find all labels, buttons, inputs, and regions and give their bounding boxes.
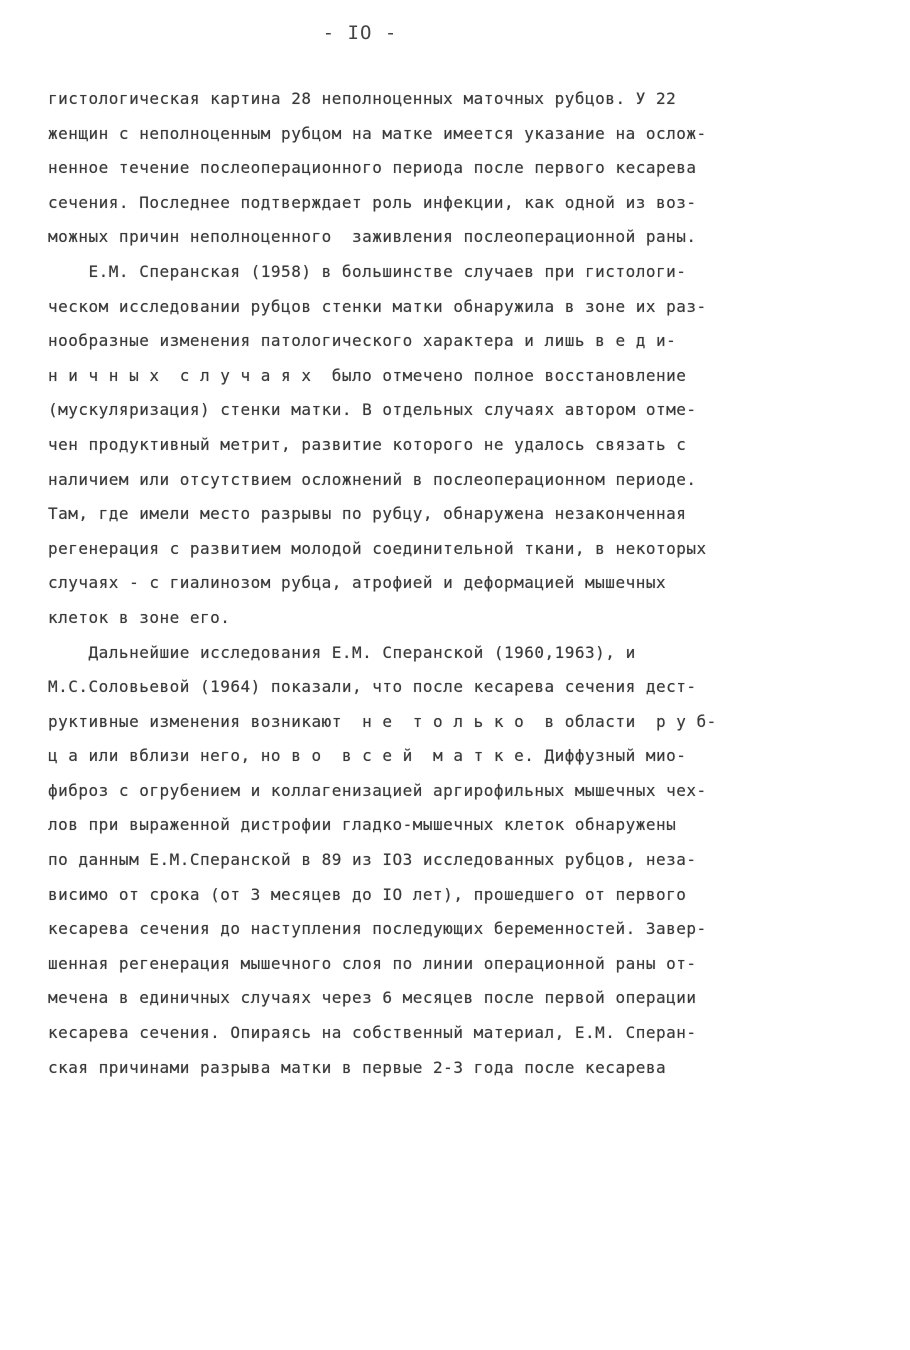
- text-line: шенная регенерация мышечного слоя по линии операционной раны от-: [48, 953, 697, 973]
- page-number: - IO -: [322, 22, 398, 44]
- text-line: Там, где имели место разрывы по рубцу, обнаружена незаконченная: [48, 504, 687, 524]
- text-line: М.С.Соловьевой (1964) показали, что после кесарева сечения дест-: [48, 677, 697, 697]
- text-line: ц а или вблизи него, но в о в с е й м а т к е. Диффузный мио-: [48, 746, 687, 766]
- text-line: н и ч н ы х с л у ч а я х было отмечено полное восстановление: [48, 365, 687, 385]
- text-line: руктивные изменения возникают н е т о л ь к о в области р у б-: [48, 711, 717, 731]
- text-line: гистологическая картина 28 неполноценных маточных рубцов. У 22: [48, 89, 677, 108]
- text-line: кесарева сечения. Опираясь на собственный материал, Е.М. Сперан-: [48, 1023, 697, 1043]
- text-line: клеток в зоне его.: [48, 607, 231, 627]
- text-line: наличием или отсутствием осложнений в послеоперационном периоде.: [48, 469, 697, 489]
- paragraph-start-line: Дальнейшие исследования Е.М. Сперанской (1960,1963), и: [48, 642, 636, 662]
- text-line: сечения. Последнее подтверждает роль инфекции, как одной из воз-: [48, 192, 697, 212]
- text-line: чен продуктивный метрит, развитие которого не удалось связать с: [48, 434, 687, 454]
- text-line: фиброз с огрубением и коллагенизацией аргирофильных мышечных чех-: [48, 780, 707, 800]
- body-text: [48, 82, 868, 1085]
- text-line: регенерация с развитием молодой соединительной ткани, в некоторых: [48, 538, 707, 558]
- text-line: лов при выраженной дистрофии гладко-мышечных клеток обнаружены: [48, 815, 677, 835]
- text-line: женщин с неполноценным рубцом на матке имеется указание на ослож-: [48, 123, 707, 143]
- text-line: нообразные изменения патологического характера и лишь в е д и-: [48, 331, 677, 351]
- text-line: ская причинами разрыва матки в первые 2-3 года после кесарева: [48, 1057, 667, 1077]
- text-line: мечена в единичных случаях через 6 месяцев после первой операции: [48, 988, 697, 1008]
- text-line: по данным Е.М.Сперанской в 89 из IO3 исследованных рубцов, неза-: [48, 850, 697, 870]
- text-line: висимо от срока (от 3 месяцев до IO лет), прошедшего от первого: [48, 884, 687, 904]
- text-line: случаях - с гиалинозом рубца, атрофией и деформацией мышечных: [48, 573, 667, 593]
- text-line: ческом исследовании рубцов стенки матки обнаружила в зоне их раз-: [48, 296, 707, 316]
- text-line: можных причин неполноценного заживления послеоперационной раны.: [48, 227, 697, 247]
- text-line: (мускуляризация) стенки матки. В отдельных случаях автором отме-: [48, 400, 697, 420]
- text-line: кесарева сечения до наступления последующих беременностей. Завер-: [48, 919, 707, 939]
- paragraph-start-line: Е.М. Сперанская (1958) в большинстве случаев при гистологи-: [48, 261, 687, 281]
- text-line: ненное течение послеоперационного периода после первого кесарева: [48, 158, 697, 178]
